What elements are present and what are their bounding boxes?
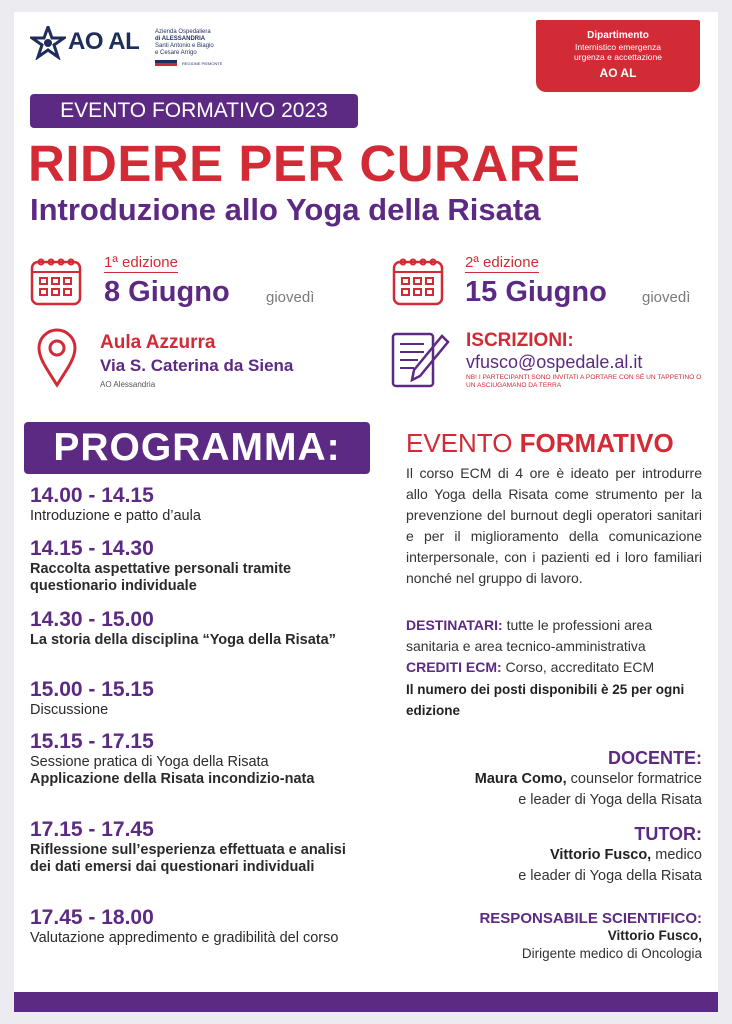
- region-label: REGIONE PIEMONTE: [182, 61, 223, 66]
- tutor-role: medico: [651, 847, 702, 863]
- department-box: [536, 20, 700, 92]
- slot-description: La storia della disciplina “Yoga della Risata”: [30, 632, 336, 648]
- destinatari-label: DESTINATARI:: [406, 617, 503, 633]
- docente-role-2: e leader di Yoga della Risata: [518, 792, 702, 808]
- edition-date: 15 Giugno: [465, 276, 607, 308]
- program-slot: [30, 537, 360, 595]
- slot-description: Sessione pratica di Yoga della Risata: [30, 754, 269, 770]
- slot-description-2: Applicazione della Risata incondizio-nata: [30, 771, 315, 787]
- programma-title: PROGRAMMA:: [24, 422, 370, 474]
- edition-label: 1ª edizione: [104, 254, 178, 271]
- edition-day: giovedì: [642, 289, 691, 306]
- edit-form-icon: [390, 328, 452, 390]
- iscrizioni-title: ISCRIZIONI:: [466, 330, 574, 351]
- program-slot: [30, 906, 360, 947]
- program-slot: [30, 608, 360, 649]
- edition-label: 2ª edizione: [465, 254, 539, 271]
- iscrizioni-email[interactable]: vfusco@ospedale.al.it: [466, 352, 643, 372]
- location-pin-icon: [36, 328, 78, 388]
- tutor-title: TUTOR:: [634, 824, 702, 844]
- destinatari-text: tutte le professioni area sanitaria e area tecnico-amministrativa: [406, 617, 653, 654]
- event-year-tag: EVENTO FORMATIVO 2023: [30, 94, 358, 128]
- slot-time: 17.45 - 18.00: [30, 906, 154, 929]
- star-logo-icon: [30, 26, 66, 60]
- slot-time: 14.30 - 15.00: [30, 608, 154, 631]
- location-org: AO Alessandria: [100, 380, 156, 389]
- docente-block: [382, 748, 702, 811]
- evento-heading: EVENTO FORMATIVO: [406, 428, 674, 458]
- slot-description: Introduzione e patto d’aula: [30, 508, 201, 524]
- edition-day: giovedì: [266, 289, 315, 306]
- crediti-label: CREDITI ECM:: [406, 659, 502, 675]
- evento-description: Il corso ECM di 4 ore è ideato per introdurre allo Yoga della Risata come strumento per la prevenzione del burnout degli operatori sanitari e per il miglioramento della comunicazione interpersonale, con i pazienti ed i loro familiari nonché nel gruppo di lavoro.: [406, 465, 702, 586]
- poster: [14, 12, 718, 1012]
- iscrizioni-note: NB! I PARTECIPANTI SONO INVITATI A PORTARE CON SÉ UN TAPPETINO O UN ASCIUGAMANO DA TERRA: [466, 374, 702, 389]
- slot-description: Raccolta aspettative personali tramite questionario individuale: [30, 561, 292, 594]
- calendar-icon: [392, 256, 444, 306]
- docente-role: counselor formatrice: [566, 771, 702, 787]
- dept-org: AO AL: [599, 66, 637, 80]
- logo-subtitle: Azienda Ospedaliera di ALESSANDRIA Santi Antonio e Biagio e Cesare Arrigo: [155, 29, 214, 56]
- program-slot: [30, 730, 360, 788]
- location-name: Aula Azzurra: [100, 332, 216, 353]
- edition-date: 8 Giugno: [104, 276, 230, 308]
- calendar-icon: [30, 256, 82, 306]
- slot-time: 15.15 - 17.15: [30, 730, 154, 753]
- page-subtitle: Introduzione allo Yoga della Risata: [30, 192, 541, 227]
- location-address: Via S. Caterina da Siena: [100, 356, 294, 375]
- docente-title: DOCENTE:: [608, 748, 702, 768]
- slot-description: Valutazione appredimento e gradibilità del corso: [30, 930, 339, 946]
- docente-name: Maura Como,: [474, 771, 567, 787]
- tutor-role-2: e leader di Yoga della Risata: [518, 868, 702, 884]
- destinatari-block: [406, 615, 702, 678]
- posti-note: Il numero dei posti disponibili è 25 per ogni edizione: [406, 682, 685, 718]
- slot-time: 14.15 - 14.30: [30, 537, 154, 560]
- logo-text: AO AL: [68, 28, 140, 55]
- crediti-text: Corso, accreditato ECM: [501, 659, 655, 675]
- responsabile-block: [382, 910, 702, 963]
- slot-time: 17.15 - 17.45: [30, 818, 154, 841]
- slot-description: Riflessione sull’esperienza effettuata e analisi dei dati emersi dai questionari individuali: [30, 842, 346, 875]
- program-slot: [30, 678, 360, 719]
- slot-time: 15.00 - 15.15: [30, 678, 154, 701]
- region-flag-icon: [155, 60, 177, 66]
- tutor-name: Vittorio Fusco,: [549, 847, 652, 863]
- page-title: RIDERE PER CURARE: [28, 135, 581, 192]
- slot-description: Discussione: [30, 702, 109, 718]
- responsabile-title: RESPONSABILE SCIENTIFICO:: [479, 910, 702, 927]
- responsabile-name: Vittorio Fusco,: [607, 928, 702, 943]
- dept-line: urgenza e accettazione: [574, 52, 662, 62]
- dept-line: Internistico emergenza: [575, 42, 661, 52]
- program-slot: [30, 818, 360, 876]
- slot-time: 14.00 - 14.15: [30, 484, 154, 507]
- program-slot: [30, 484, 360, 525]
- responsabile-role: Dirigente medico di Oncologia: [521, 946, 702, 961]
- dept-title: Dipartimento: [587, 30, 649, 41]
- tutor-block: [382, 824, 702, 887]
- footer-bar: [14, 992, 718, 1012]
